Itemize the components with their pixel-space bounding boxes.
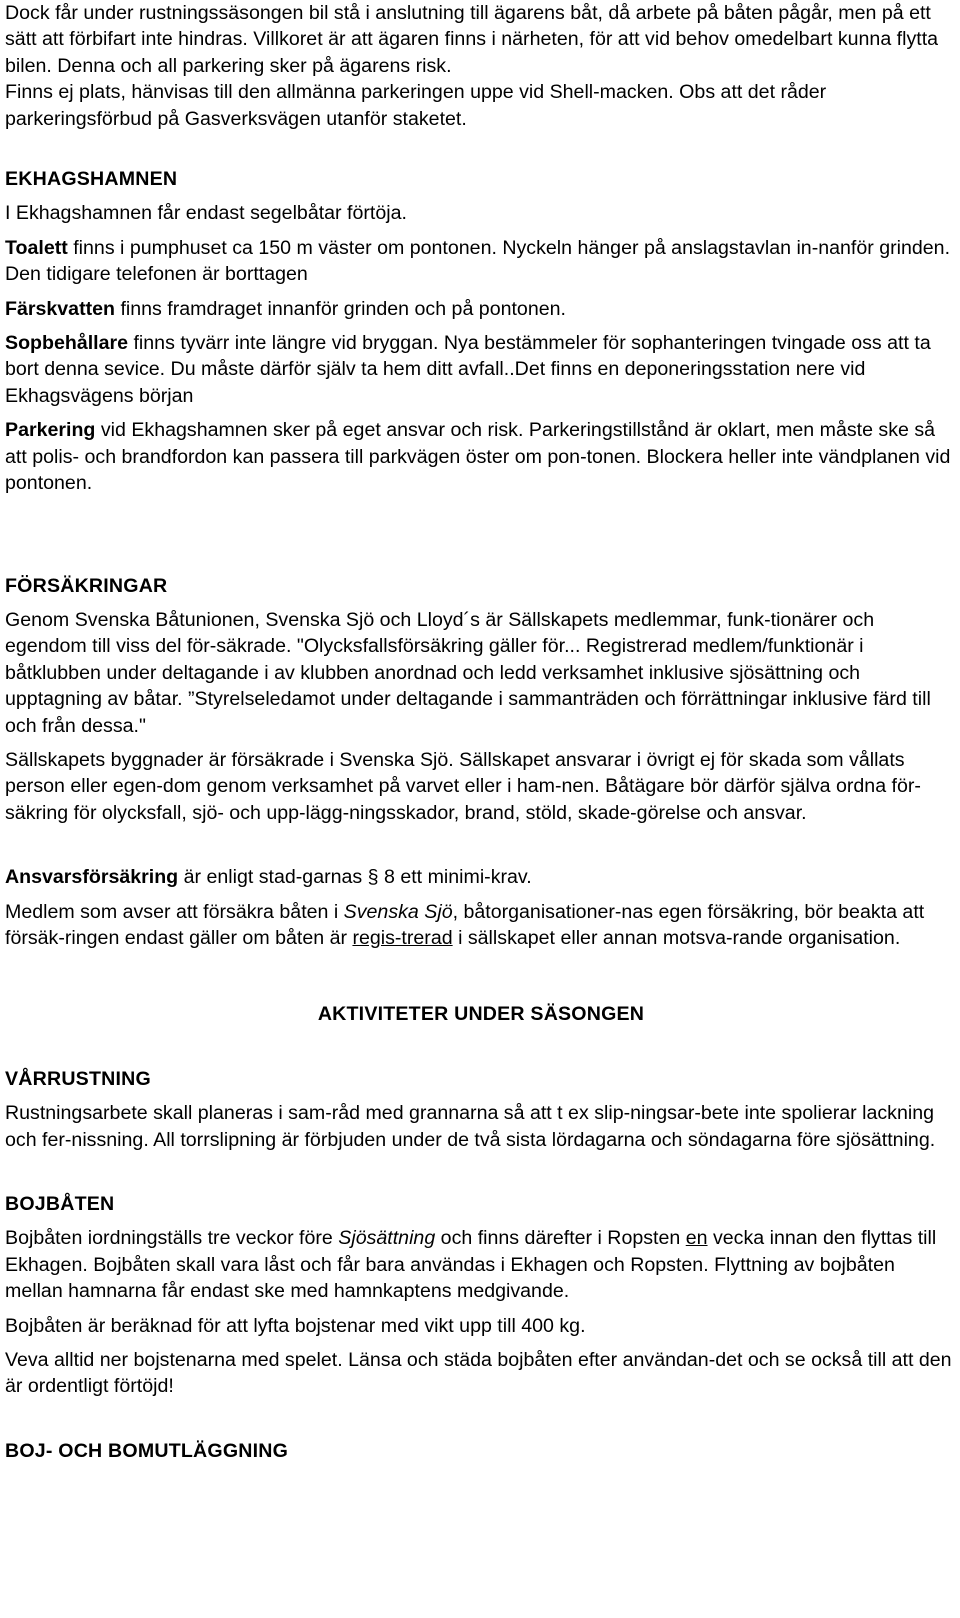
bojbaten-p1-text-c: vecka innan den flyttas till Ekhagen. Bojbåten skall vara låst och får bara användas i Ekhagen och Ropsten. Flyttning av bojbåten mellan hamnarna får endast ske med hamnkaptens medgivande. <box>5 1227 937 1303</box>
forsakringar-heading: FÖRSÄKRINGAR <box>5 574 168 597</box>
forsakringar-p4-text-a: Medlem som avser att försäkra båten i <box>5 900 344 923</box>
toalett-text: finns i pumphuset ca 150 m väster om pontonen. Nyckeln hänger på anslagstavlan in-nanför grinden. Den tidigare telefonen är borttagen <box>5 236 951 286</box>
aktiviteter-heading: AKTIVITETER UNDER SÄSONGEN <box>317 1003 645 1026</box>
farskvatten-label: Färskvatten <box>5 297 115 320</box>
intro-paragraph-1: Dock får under rustningssäsongen bil stå i anslutning till ägarens båt, då arbete på båten pågår, men på ett sätt att förbifart inte hindras. Villkoret är att ägaren finns i närheten, för att vid behov omedelbart kunna flytta bilen. Denna och all parkering sker på ägarens risk. <box>5 2 939 77</box>
varrustning-heading: VÅRRUSTNING <box>5 1067 151 1090</box>
bojbaten-paragraph-2: Bojbåten är beräknad för att lyfta bojstenar med vikt upp till 400 kg. <box>5 1314 586 1337</box>
forsakringar-paragraph-1: Genom Svenska Båtunionen, Svenska Sjö och Lloyd´s är Sällskapets medlemmar, funk-tionärer och egendom till viss del för-säkrade. "Olycksfallsförsäkring gäller för... Registrerad medlem/funktionär i båtklubben under deltagande i av klubben anordnad och ledd verksamhet inklusive sjösättning och upptagning av båtar. ”Styrelseledamot under deltagande i sammanträden och förrättningar inklusive färd till och från dessa." <box>5 608 931 737</box>
document-page <box>5 0 957 1464</box>
bojbaten-heading: BOJBÅTEN <box>5 1193 115 1215</box>
sopbehallare-paragraph <box>5 330 957 409</box>
en-underline: en <box>685 1227 708 1250</box>
bojbaten-p1-text-a: Bojbåten iordningställs tre veckor före <box>5 1227 339 1250</box>
bojbaten-paragraph-3: Veva alltid ner bojstenarna med spelet. Länsa och städa bojbåten efter användan-det och se också till att den är ordentligt förtöjd! <box>5 1349 952 1398</box>
registrerad-underline: regis-trerad <box>352 926 453 949</box>
ansvarsforsakring-label: Ansvarsförsäkring <box>5 866 179 889</box>
parkering-paragraph <box>5 417 957 496</box>
farskvatten-text: finns framdraget innanför grinden och på pontonen. <box>115 297 566 320</box>
bojbaten-p1-text-b: och finns därefter i Ropsten <box>435 1227 686 1250</box>
varrustning-paragraph: Rustningsarbete skall planeras i sam-råd med grannarna så att t ex slip-ningsar-bete inte spolierar lackning och fer-nissning. All torrslipning är förbjuden under de två sista lördagarna och söndagarna före sjösättning. <box>5 1102 936 1151</box>
boj-och-bomutlaggning-heading: BOJ- OCH BOMUTLÄGGNING <box>5 1439 289 1462</box>
farskvatten-paragraph <box>5 296 957 322</box>
toalett-paragraph <box>5 235 957 288</box>
ansvarsforsakring-text: är enligt stad-garnas § 8 ett minimi-krav. <box>178 866 532 889</box>
forsakringar-p4-text-c: i sällskapet eller annan motsva-rande organisation. <box>452 926 901 949</box>
forsakringar-paragraph-4 <box>5 899 957 952</box>
parkering-label: Parkering <box>5 419 96 442</box>
svenska-sjo-italic: Svenska Sjö <box>343 900 453 923</box>
ekhagshamnen-paragraph-1: I Ekhagshamnen får endast segelbåtar förtöja. <box>5 202 407 225</box>
sjosattning-italic: Sjösättning <box>338 1227 436 1250</box>
bojbaten-paragraph-1 <box>5 1225 957 1304</box>
ansvarsforsakring-paragraph <box>5 864 957 890</box>
ekhagshamnen-heading: EKHAGSHAMNEN <box>5 168 178 191</box>
forsakringar-paragraph-2: Sällskapets byggnader är försäkrade i Svenska Sjö. Sällskapet ansvarar i övrigt ej för skada som vållats person eller egen-dom genom verksamhet på varvet eller i ham-nen. Båtägare bör därför själva ordna för-säkring för olycksfall, sjö- och upp-lägg-ningsskador, brand, stöld, skade-görelse och ansvar. <box>5 748 921 824</box>
intro-paragraph-2: Finns ej plats, hänvisas till den allmänna parkeringen uppe vid Shell-macken. Obs att det råder parkeringsförbud på Gasverksvägen utanför staketet. <box>5 81 827 130</box>
parkering-text: vid Ekhagshamnen sker på eget ansvar och risk. Parkeringstillstånd är oklart, men måste ske så att polis- och brandfordon kan passera till parkvägen öster om pon-tonen. Blockera heller inte vändplanen vid pontonen. <box>5 419 951 495</box>
sopbehallare-label: Sopbehållare <box>5 332 129 355</box>
sopbehallare-text: finns tyvärr inte längre vid bryggan. Nya bestämmeler för sophanteringen tvingade oss att ta bort denna sevice. Du måste därför själv ta hem ditt avfall..Det finns en deponeringsstation nere vid Ekhagsvägens början <box>5 332 931 407</box>
forsakringar-p4-text-b: , båtorganisationer-nas egen försäkring, bör beakta att försäk-ringen endast gäller om båten är <box>5 900 925 949</box>
toalett-label: Toalett <box>5 236 68 259</box>
